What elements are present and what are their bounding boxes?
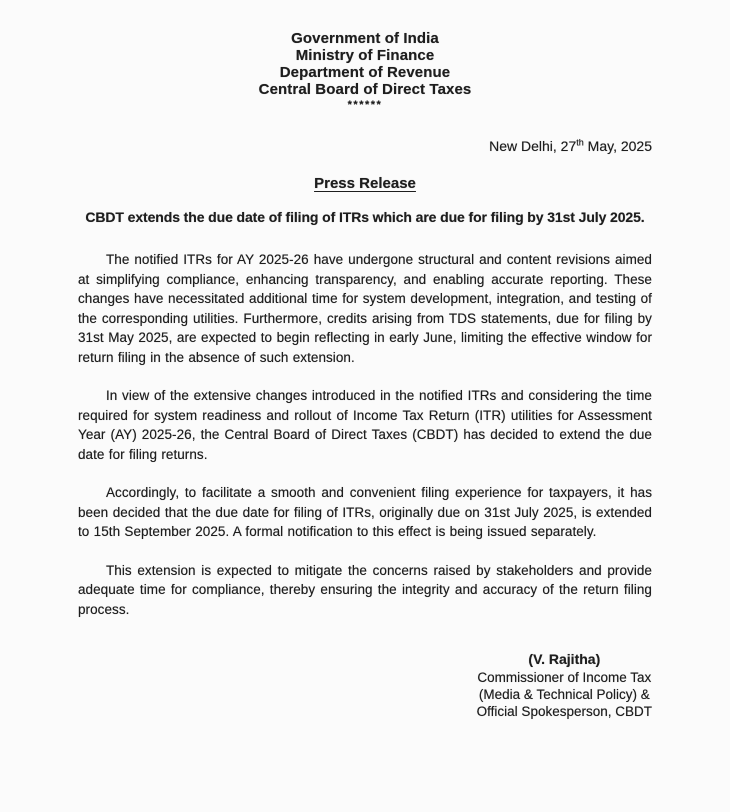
- body-paragraph-4: This extension is expected to mitigate the concerns raised by stakeholders and provide adequate time for compliance, thereby ensuring the integrity and accuracy of the return filing process.: [78, 562, 652, 617]
- letterhead-separator: ******: [347, 99, 383, 111]
- dateline: [78, 138, 652, 154]
- signatory-name: (V. Rajitha): [528, 651, 601, 667]
- letterhead-line-department: Department of Revenue: [279, 64, 451, 81]
- body-paragraph-2: In view of the extensive changes introduced in the notified ITRs and considering the time required for system readiness and rollout of Income Tax Return (ITR) utilities for Assessment Year (AY) 2025-26, the Central Board of Direct Taxes (CBDT) has decided to extend the due date for filing returns.: [78, 388, 652, 462]
- signature-wrap: [78, 651, 652, 720]
- signatory-title-2: (Media & Technical Policy) &: [478, 687, 650, 702]
- dateline-ordinal: th: [576, 137, 584, 148]
- letterhead-line-ministry: Ministry of Finance: [295, 47, 435, 64]
- dateline-suffix: May, 2025: [583, 138, 652, 154]
- letterhead-line-board: Central Board of Direct Taxes: [258, 81, 472, 98]
- signatory-title-3: Official Spokesperson, CBDT: [476, 704, 652, 719]
- letterhead-line-government: Government of India: [291, 30, 439, 47]
- body-paragraph-3: Accordingly, to facilitate a smooth and convenient filing experience for taxpayers, it has been decided that the due date for filing of ITRs, originally due on 31st July 2025, is extended to 15th September 2025. A formal notification to this effect is being issued separately.: [78, 485, 652, 539]
- press-release-heading: Press Release: [314, 175, 416, 192]
- letterhead: [78, 30, 652, 98]
- body-paragraph-1: The notified ITRs for AY 2025-26 have undergone structural and content revisions aimed at simplifying compliance, enhancing transparency, and enabling accurate reporting. These changes have necessitated additional time for system development, integration, and testing of the corresponding utilities. Furthermore, credits arising from TDS statements, due for filing by 31st May 2025, are expected to begin reflecting in early June, limiting the effective window for return filing in the absence of such extension.: [78, 252, 652, 365]
- dateline-prefix: New Delhi, 27: [489, 138, 577, 154]
- press-title: CBDT extends the due date of filing of ITRs which are due for filing by 31st July 2025.: [85, 209, 645, 225]
- signature-block: [477, 651, 652, 720]
- signatory-title-1: Commissioner of Income Tax: [477, 670, 652, 685]
